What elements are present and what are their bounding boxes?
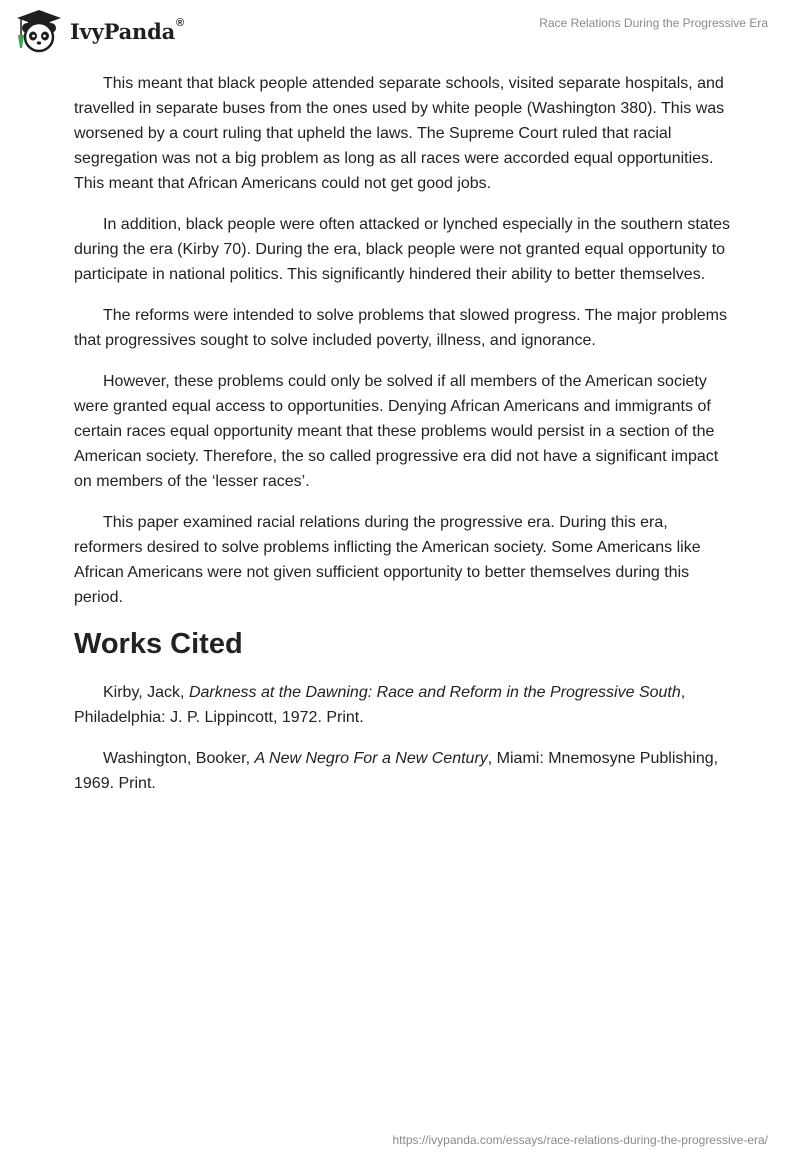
citation-publisher: , Philadelphia: J. P. Lippincott, 1972. Print. — [74, 684, 686, 726]
panda-graduate-icon — [14, 8, 64, 54]
body-paragraph: In addition, black people were often attacked or lynched especially in the southern states during the era (Kirby 70). During the era, black people were not granted equal opportunity to participate in national politics. This significantly hindered their ability to better themselves. — [74, 216, 731, 283]
logo-wordmark — [70, 16, 184, 44]
body-paragraph: This paper examined racial relations during the progressive era. During this era, reformers desired to solve problems inflicting the American society. Some Americans like African Americans were not given sufficient opportunity to better themselves during this period. — [74, 514, 701, 606]
citation-author: Kirby, Jack, — [103, 684, 189, 701]
citation-title: Darkness at the Dawning: Race and Reform in the Progressive South — [188, 684, 681, 701]
essay-content — [74, 71, 734, 812]
source-url[interactable]: https://ivypanda.com/essays/race-relations-during-the-progressive-era/ — [392, 1133, 768, 1147]
body-paragraph: This meant that black people attended separate schools, visited separate hospitals, and travelled in separate buses from the ones used by white people (Washington 380). This was worsened by a court ruling that upheld the laws. The Supreme Court ruled that racial segregation was not a big problem as long as all races were accorded equal opportunities. This meant that African Americans could not get good jobs. — [74, 75, 725, 192]
works-cited-heading: Works Cited — [74, 628, 243, 660]
ivypanda-logo[interactable] — [14, 8, 184, 54]
citation-title: A New Negro For a New Century — [254, 750, 488, 767]
registered-mark: ® — [176, 16, 184, 29]
citation-entry — [74, 746, 734, 796]
body-paragraph: However, these problems could only be solved if all members of the American society were granted equal access to opportunities. Denying African Americans and immigrants of certain races equal opportunity meant that these problems would persist in a section of the American society. Therefore, the so called progressive era did not have a significant impact on members of the ‘lesser races’. — [74, 373, 719, 490]
citation-publisher: , Miami: Mnemosyne Publishing, 1969. Print. — [74, 750, 719, 792]
body-paragraph: The reforms were intended to solve problems that slowed progress. The major problems that progressives sought to solve included poverty, illness, and ignorance. — [74, 307, 727, 349]
citation-entry — [74, 680, 734, 730]
citation-author: Washington, Booker, — [103, 750, 255, 767]
page-header — [0, 0, 800, 60]
logo-name: IvyPanda — [70, 18, 176, 44]
document-title: Race Relations During the Progressive Era — [539, 16, 768, 30]
